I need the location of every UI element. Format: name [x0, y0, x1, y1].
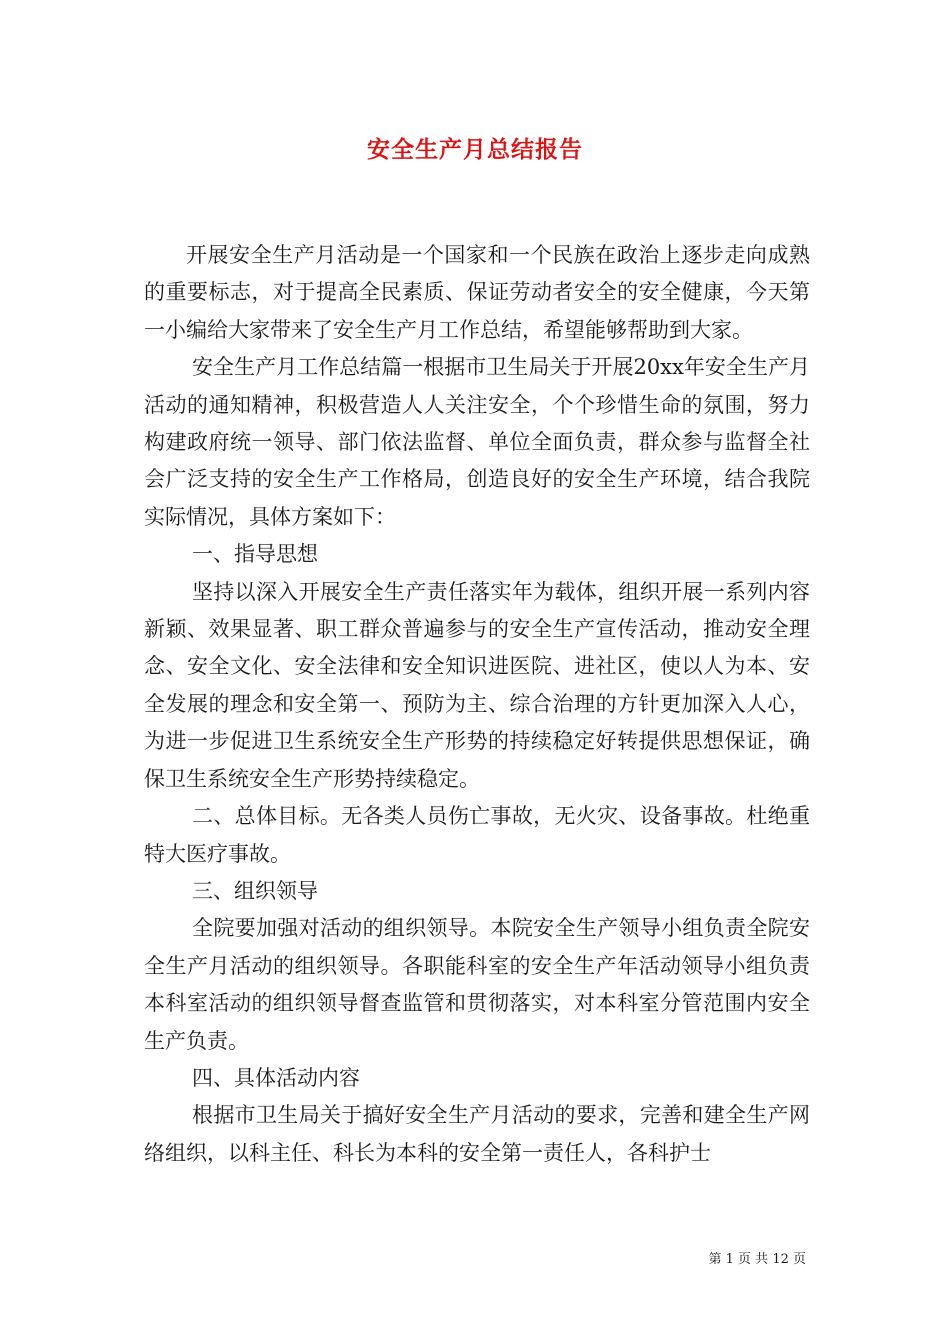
paragraph-activity-content: 根据市卫生局关于搞好安全生产月活动的要求，完善和建全生产网络组织，以科主任、科长为本科的安全第一责任人，各科护士 — [144, 1103, 810, 1165]
paragraph-intro: 开展安全生产月活动是一个国家和一个民族在政治上逐步走向成熟的重要标志，对于提高全民素质、保证劳动者安全的安全健康，今天第一小编给大家带来了安全生产月工作总结，希望能够帮助到大家。 — [144, 243, 810, 342]
paragraph-guiding-ideology: 坚持以深入开展安全生产责任落实年为载体，组织开展一系列内容新颖、效果显著、职工群众普遍参与的安全生产宣传活动，推动安全理念、安全文化、安全法律和安全知识进医院、进社区，使以人为本、安全发展的理念和安全第一、预防为主、综合治理的方针更加深入人心，为进一步促进卫生系统安全生产形势的持续稳定好转提供思想保证，确保卫生系统安全生产形势持续稳定。 — [144, 579, 810, 791]
heading-guiding-ideology: 一、指导思想 — [192, 542, 318, 567]
paragraph-organization-leadership: 全院要加强对活动的组织领导。本院安全生产领导小组负责全院安全生产月活动的组织领导。各职能科室的安全生产年活动领导小组负责本科室活动的组织领导督查监管和贯彻落实，对本科室分管范围内安全生产负责。 — [144, 916, 810, 1053]
heading-organization-leadership: 三、组织领导 — [192, 878, 318, 903]
page-number: 第 1 页 共 12 页 — [708, 1252, 806, 1267]
heading-activity-content: 四、具体活动内容 — [192, 1065, 360, 1090]
paragraph-overall-goal: 二、总体目标。无各类人员伤亡事故，无火灾、设备事故。杜绝重特大医疗事故。 — [144, 804, 810, 866]
paragraph-section-intro: 安全生产月工作总结篇一根据市卫生局关于开展20xx年安全生产月活动的通知精神，积极营造人人关注安全，个个珍惜生命的氛围，努力构建政府统一领导、部门依法监督、单位全面负责，群众参与监督全社会广泛支持的安全生产工作格局，创造良好的安全生产环境，结合我院实际情况，具体方案如下： — [144, 355, 810, 529]
document-title: 安全生产月总结报告 — [367, 136, 583, 163]
document-body — [144, 237, 810, 1172]
